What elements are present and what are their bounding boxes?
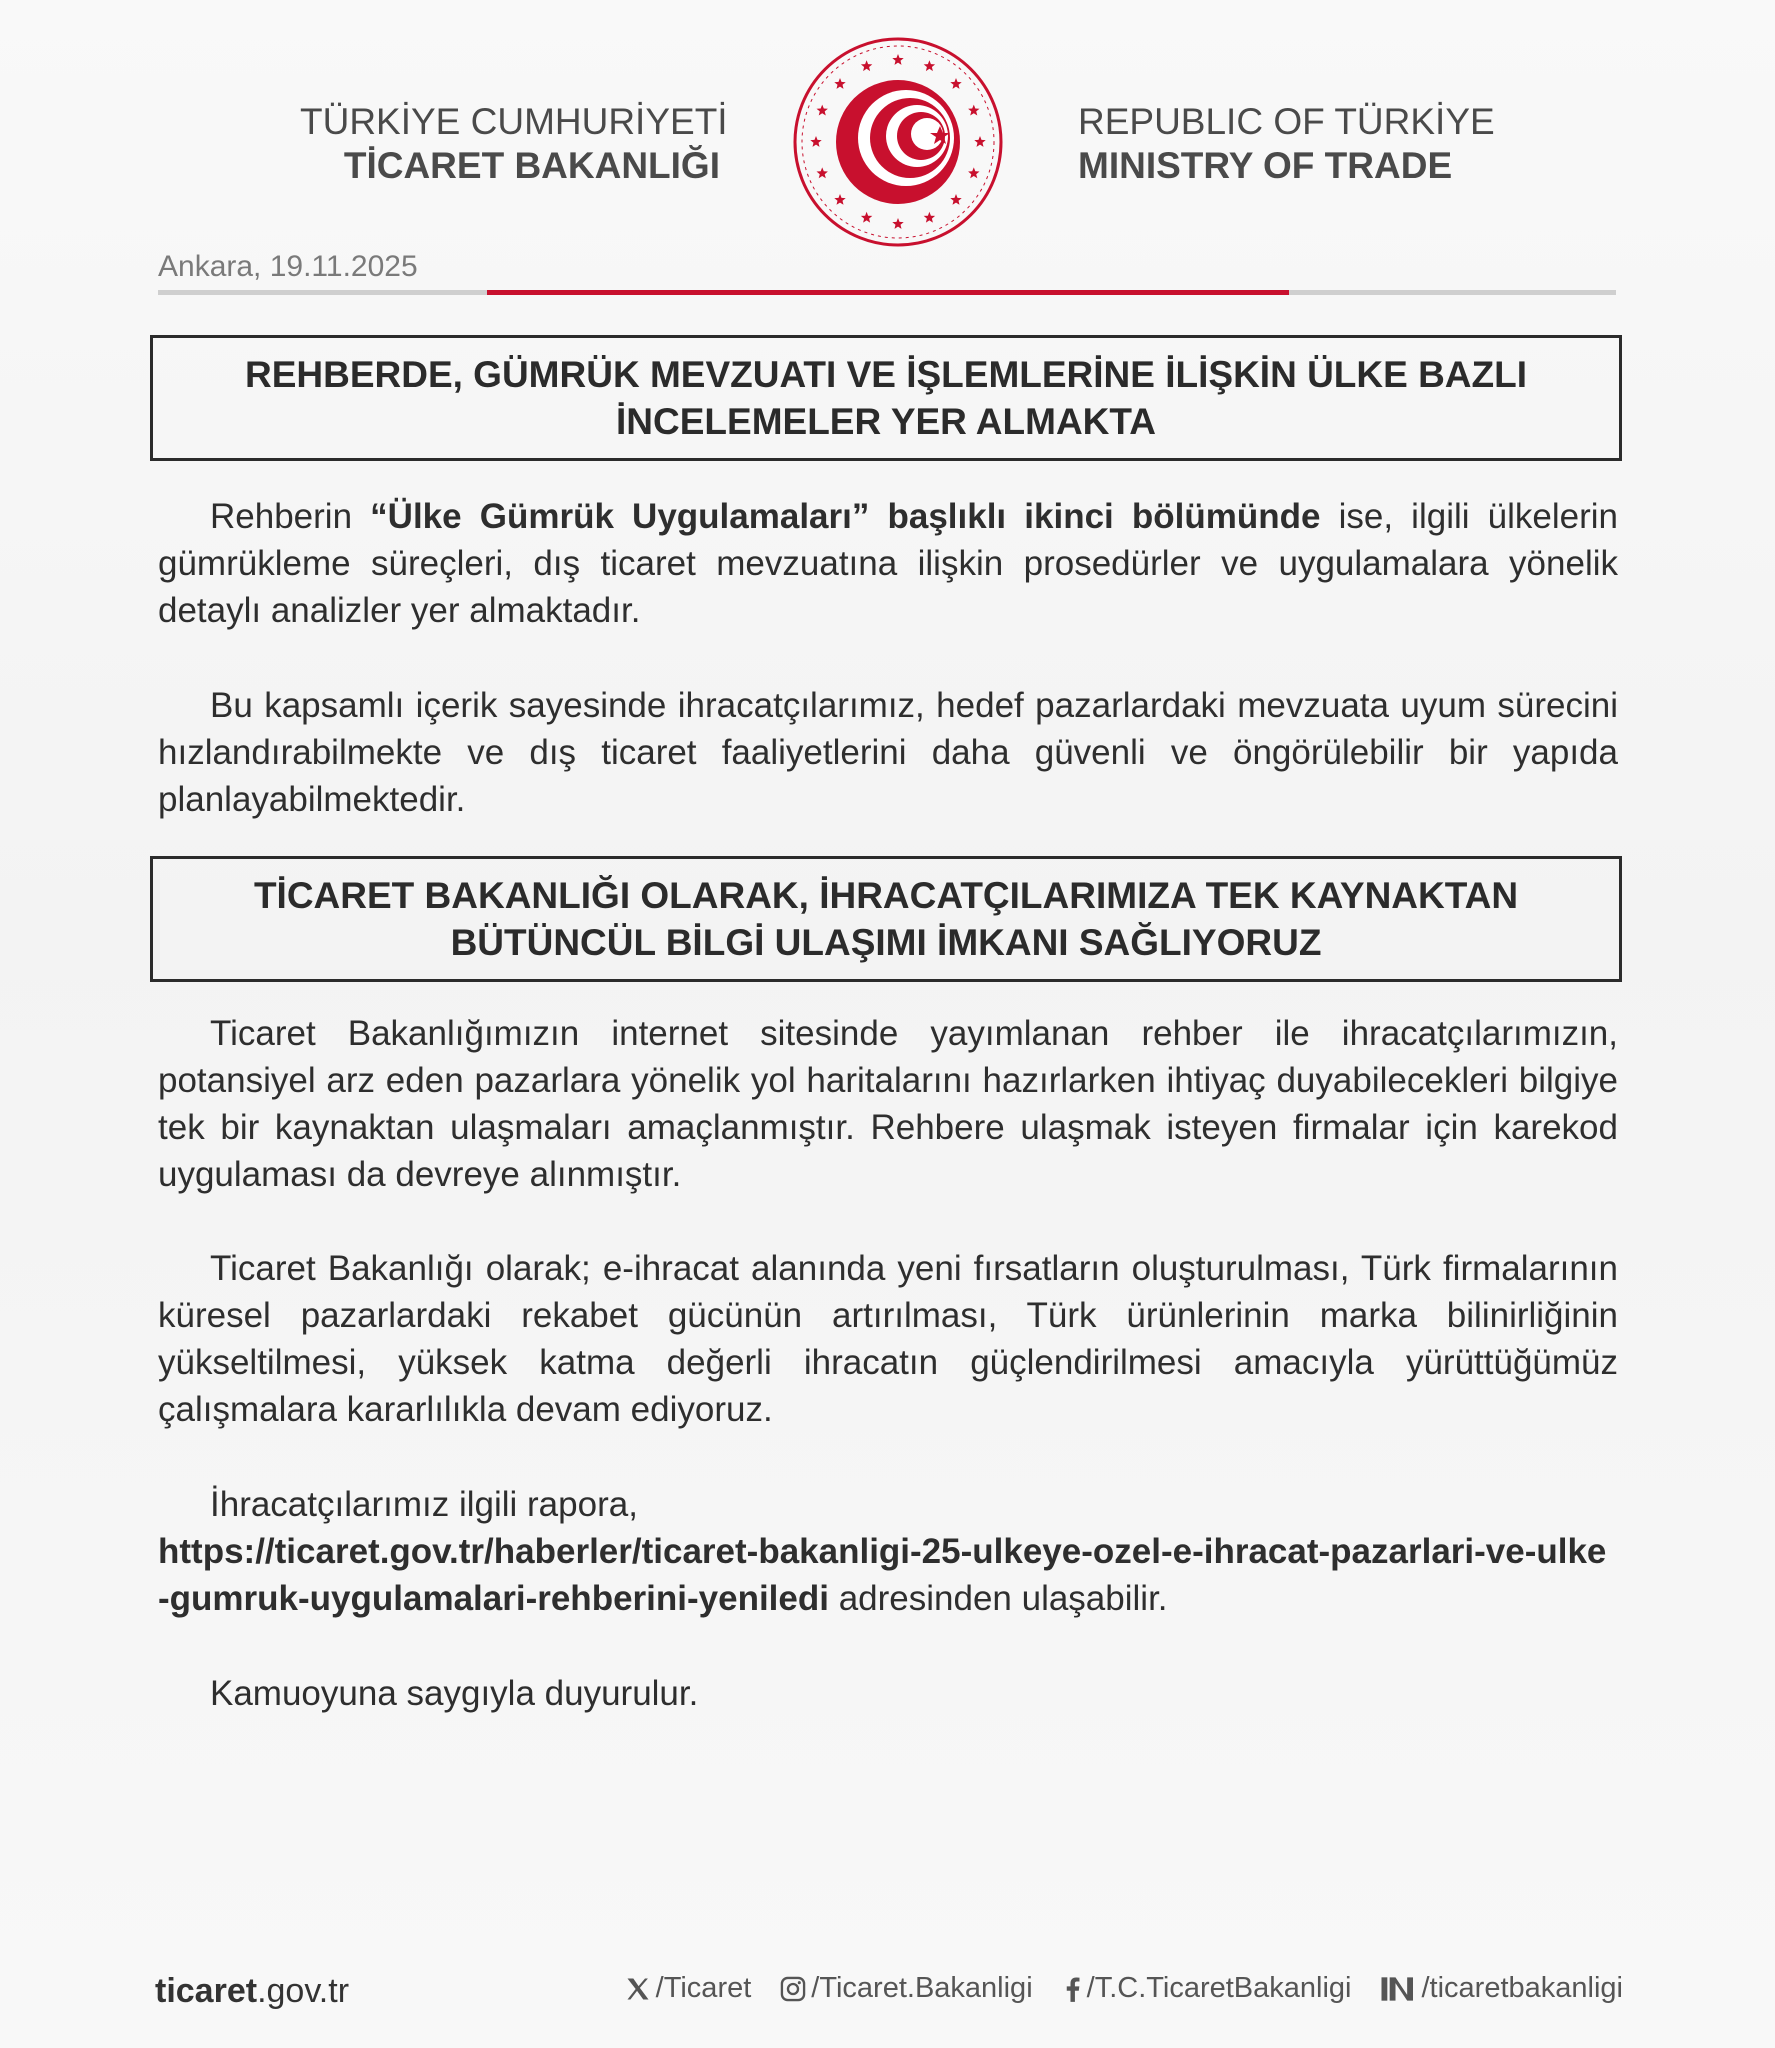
header-right-line2: MINISTRY OF TRADE <box>1078 144 1453 186</box>
emblem-star <box>924 60 935 71</box>
social-x-link[interactable] <box>624 1972 752 2005</box>
emblem-star <box>861 212 872 223</box>
header-left-line1: TÜRKİYE CUMHURİYETİ <box>300 101 728 142</box>
paragraph-4: Ticaret Bakanlığı olarak; e-ihracat alanında yeni fırsatların oluşturulması, Türk firmalarının küresel pazarlardaki rekabet gücünün artırılması, Türk ürünlerinin marka bilinirliğinin yükseltilmesi, yüksek katma değerli ihracatın güçlendirilmesi amacıyla yürüttüğümüz çalışmalara kararlılıkla devam ediyoruz. <box>158 1249 1618 1429</box>
social-facebook-link[interactable] <box>1061 1972 1352 2005</box>
paragraph-1 <box>158 493 1618 634</box>
x-icon <box>624 1975 652 2003</box>
header-english-name <box>1078 100 1498 187</box>
emblem-star <box>834 194 845 205</box>
paragraph-3: Ticaret Bakanlığımızın internet sitesinde yayımlanan rehber ile ihracatçılarımızın, potansiyel arz eden pazarlara yönelik yol haritalarını hazırlarken ihtiyaç duyabilecekleri bilgiye tek bir kaynaktan ulaşmaları amaçlanmıştır. Rehbere ulaşmak isteyen firmalar için karekod uygulaması da devreye alınmıştır. <box>158 1014 1618 1194</box>
social-nsosyal-label: /ticaretbakanligi <box>1421 1972 1623 2004</box>
emblem-star <box>892 54 903 65</box>
header-right-line1: REPUBLIC OF TÜRKİYE <box>1078 101 1495 142</box>
emblem-star <box>974 136 985 147</box>
closing-line: Kamuoyuna saygıyla duyurulur. <box>210 1674 699 1713</box>
paragraph-5-intro: İhracatçılarımız ilgili rapora, <box>210 1485 638 1524</box>
emblem-star <box>950 194 961 205</box>
paragraph-2: Bu kapsamlı içerik sayesinde ihracatçılarımız, hedef pazarlardaki mevzuata uyum sürecini hızlandırabilmekte ve dış ticaret faaliyetlerini daha güvenli ve öngörülebilir bir yapıda planlayabilmektedir. <box>158 686 1618 819</box>
paragraph-5 <box>158 1481 1618 1622</box>
instagram-icon <box>779 1975 807 2003</box>
header-left-line2: TİCARET BAKANLIĞI <box>343 144 720 186</box>
emblem-star <box>968 167 979 178</box>
section1-title-line1: REHBERDE, GÜMRÜK MEVZUATI VE İŞLEMLERİNE İLİŞKİN ÜLKE BAZLI <box>244 354 1527 395</box>
divider-red <box>487 290 1289 295</box>
report-link[interactable]: https://ticaret.gov.tr/haberler/ticaret-bakanligi-25-ulkeye-ozel-e-ihracat-pazarlari-ve-ulke-gumruk-uygulamalari-rehberini-yeniledi <box>158 1532 1607 1618</box>
social-instagram-link[interactable] <box>779 1972 1032 2005</box>
section2-title-line1: TİCARET BAKANLIĞI OLARAK, İHRACATÇILARIMIZA TEK KAYNAKTAN <box>253 875 1519 916</box>
social-instagram-label: /Ticaret.Bakanligi <box>811 1972 1033 2004</box>
emblem-star <box>834 78 845 89</box>
facebook-icon <box>1061 1975 1083 2003</box>
section2-title <box>150 856 1622 982</box>
social-facebook-label: /T.C.TicaretBakanligi <box>1086 1972 1352 2004</box>
section2-title-line2: BÜTÜNCÜL BİLGİ ULAŞIMI İMKANI SAĞLIYORUZ <box>450 922 1322 963</box>
emblem-star <box>810 136 821 147</box>
social-nsosyal-link[interactable] <box>1380 1972 1624 2005</box>
footer-social-links <box>624 1972 1623 2005</box>
section1-title <box>150 335 1622 461</box>
emblem-star <box>950 78 961 89</box>
emblem-star <box>817 105 828 116</box>
emblem-star <box>817 167 828 178</box>
nsosyal-icon <box>1380 1975 1418 2003</box>
paragraph-1-bold: “Ülke Gümrük Uygulamaları” başlıklı ikinci bölümünde <box>370 497 1321 536</box>
section1-title-line2: İNCELEMELER YER ALMAKTA <box>616 401 1156 442</box>
footer-site-rest: .gov.tr <box>257 1972 350 2010</box>
ministry-emblem-icon <box>790 34 1006 250</box>
paragraph-1-before: Rehberin <box>210 497 371 536</box>
emblem-star <box>861 60 872 71</box>
emblem-star <box>924 212 935 223</box>
social-x-label: /Ticaret <box>655 1972 752 2004</box>
footer-website-link[interactable] <box>155 1972 349 2011</box>
emblem-star <box>892 218 903 229</box>
emblem-star <box>968 105 979 116</box>
paragraph-1-after: ise, ilgili ülkelerin gümrükleme süreçleri, dış ticaret mevzuatına ilişkin prosedürler ve uygulamalara yönelik detaylı analizler yer almaktadır. <box>158 497 1618 630</box>
paragraph-5-after: adresinden ulaşabilir. <box>828 1579 1168 1618</box>
header-turkish-name <box>300 100 728 187</box>
date-line: Ankara, 19.11.2025 <box>158 250 418 283</box>
footer-site-bold: ticaret <box>155 1972 258 2010</box>
